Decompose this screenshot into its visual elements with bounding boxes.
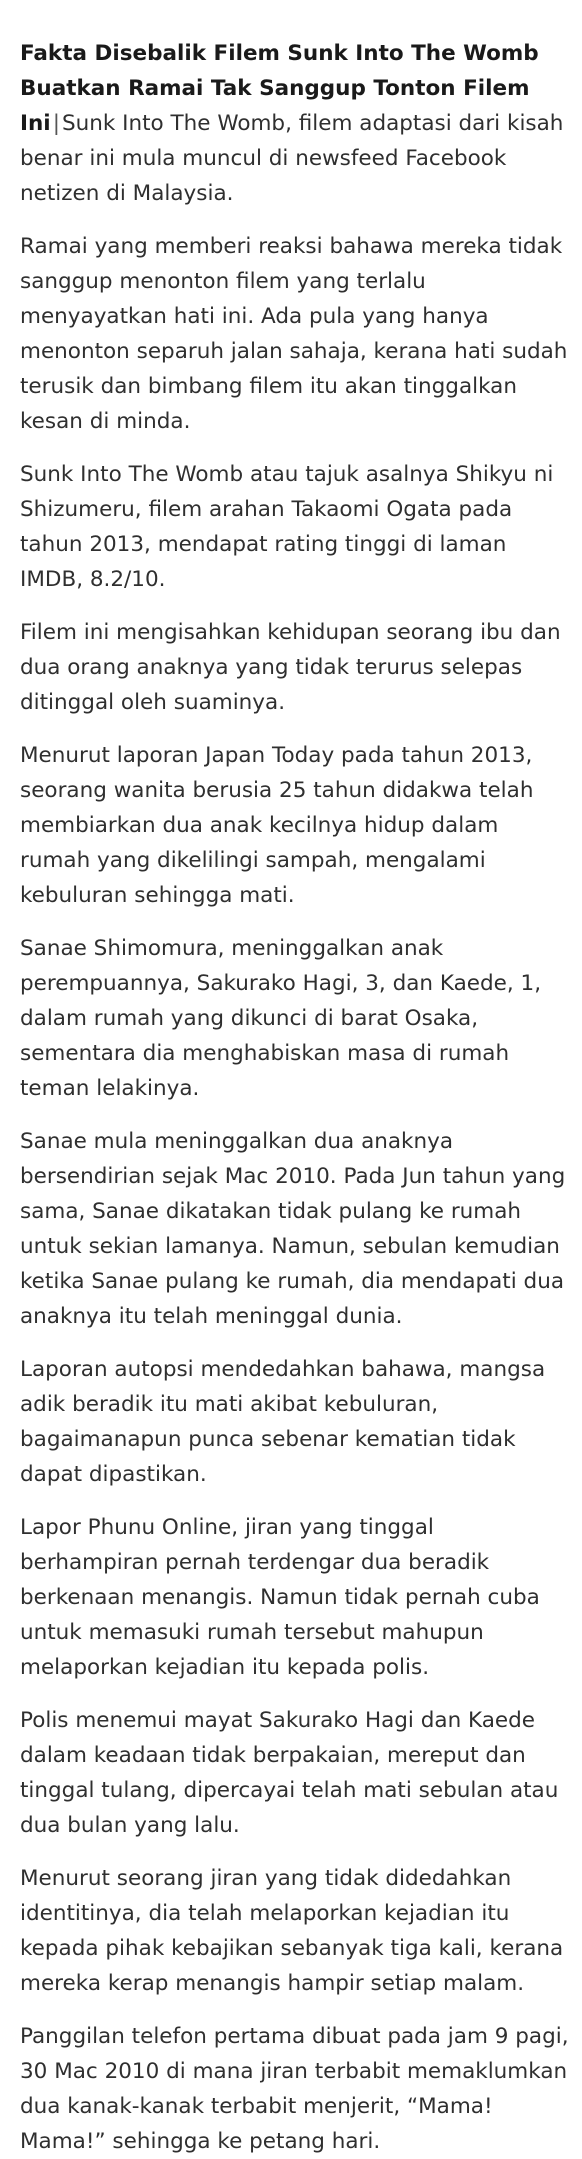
article-intro: Sunk Into The Womb, filem adaptasi dari kisah benar ini mula muncul di newsfeed Facebook netizen di Malaysia. xyxy=(20,111,564,206)
article-paragraph: Sanae mula meninggalkan dua anaknya bersendirian sejak Mac 2010. Pada Jun tahun yang sama, Sanae dikatakan tidak pulang ke rumah untuk sekian lamanya. Namun, sebulan kemudian ketika Sanae pulang ke rumah, dia mendapati dua anaknya itu telah meninggal dunia. xyxy=(20,1129,566,1329)
article-paragraph: Sanae Shimomura, meninggalkan anak perempuannya, Sakurako Hagi, 3, dan Kaede, 1, dalam rumah yang dikunci di barat Osaka, sementara dia menghabiskan masa di rumah teman lelakinya. xyxy=(20,936,542,1101)
article-lead xyxy=(20,36,572,211)
article-paragraph: Lapor Phunu Online, jiran yang tinggal berhampiran pernah terdengar dua beradik berkenaan menangis. Namun tidak pernah cuba untuk memasuki rumah tersebut mahupun melaporkan kejadian itu kepada polis. xyxy=(20,1515,540,1680)
article-headline: Fakta Disebalik Filem Sunk Into The Womb Buatkan Ramai Tak Sanggup Tonton Filem xyxy=(20,41,539,101)
article-paragraph: Polis menemui mayat Sakurako Hagi dan Kaede dalam keadaan tidak berpakaian, mereput dan tinggal tulang, dipercayai telah mati sebulan atau dua bulan yang lalu. xyxy=(20,1708,559,1838)
headline-separator: | xyxy=(52,111,60,136)
article-paragraph: Sunk Into The Womb atau tajuk asalnya Shikyu ni Shizumeru, filem arahan Takaomi Ogata pada tahun 2013, mendapat rating tinggi di laman IMDB, 8.2/10. xyxy=(20,462,554,592)
article-paragraph: Menurut seorang jiran yang tidak didedahkan identitinya, dia telah melaporkan kejadian itu kepada pihak kebajikan sebanyak tiga kali, kerana mereka kerap menangis hampir setiap malam. xyxy=(20,1866,564,1996)
article-paragraph: Panggilan telefon pertama dibuat pada jam 9 pagi, 30 Mac 2010 di mana jiran terbabit memaklumkan dua kanak-kanak terbabit menjerit, “Mama! Mama!” sehingga ke petang hari. xyxy=(20,2024,569,2154)
article-headline-tail: Ini xyxy=(20,111,51,136)
article-paragraph: Menurut laporan Japan Today pada tahun 2013, seorang wanita berusia 25 tahun didakwa telah membiarkan dua anak kecilnya hidup dalam rumah yang dikelilingi sampah, mengalami kebuluran sehingga mati. xyxy=(20,743,534,908)
article-paragraph: Filem ini mengisahkan kehidupan seorang ibu dan dua orang anaknya yang tidak terurus selepas ditinggal oleh suaminya. xyxy=(20,620,561,715)
article-paragraph: Laporan autopsi mendedahkan bahawa, mangsa adik beradik itu mati akibat kebuluran, bagaimanapun punca sebenar kematian tidak dapat dipastikan. xyxy=(20,1357,546,1487)
article-paragraph: Ramai yang memberi reaksi bahawa mereka tidak sanggup menonton filem yang terlalu menyayatkan hati ini. Ada pula yang hanya menonton separuh jalan sahaja, kerana hati sudah terusik dan bimbang filem itu akan tinggalkan kesan di minda. xyxy=(20,234,568,434)
